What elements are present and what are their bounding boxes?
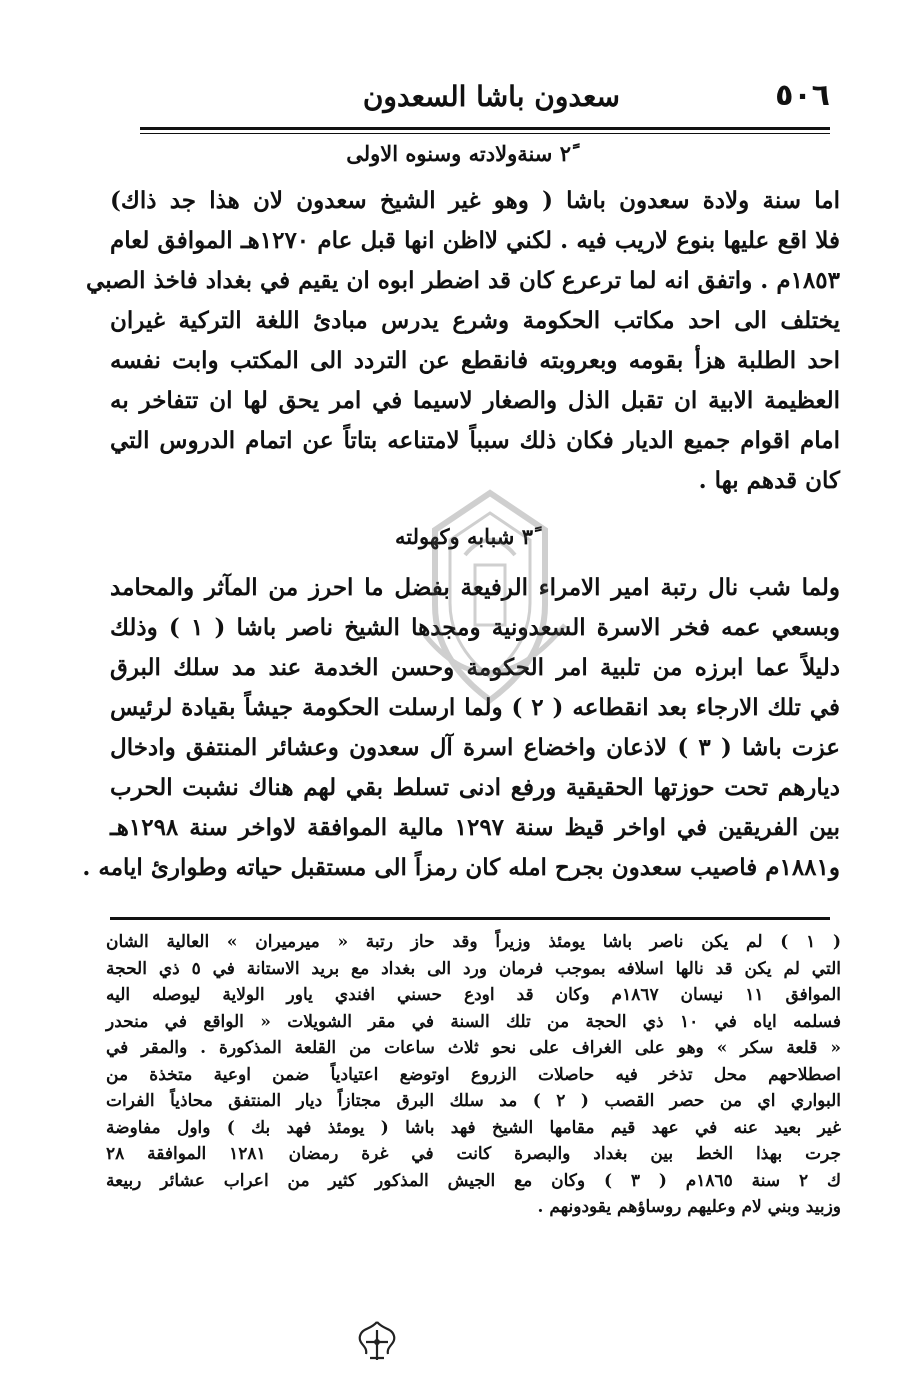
body-line: عزت باشا ( ٣ ) لاذعان واخضاع اسرة آل سعدون وعشائر المنتفق وادخال bbox=[110, 734, 840, 761]
page-number: ٥٠٦ bbox=[775, 78, 830, 113]
footnote-line: وزبيد وبني لام وعليهم روساؤهم يقودونهم . bbox=[537, 1197, 841, 1217]
footnote-line: التي لم يكن قد نالها اسلافه بموجب فرمان ورد الى بغداد مع بريد الاستانة في ٥ ذي الحجة bbox=[106, 958, 841, 979]
footnote-line: غير بعيد عنه في عهد قيم مقامها الشيخ فهد باشا ( يومئذ فهد بك ) واول مفاوضة bbox=[106, 1117, 841, 1138]
body-line: ولما شب نال رتبة امير الامراء الرفيعة بفضل ما احرز من المآثر والمحامد bbox=[110, 574, 840, 601]
ornament-icon bbox=[352, 1318, 402, 1364]
page-header bbox=[130, 78, 830, 126]
body-line: و١٨٨١م فاصيب سعدون بجرح امله كان رمزاً الى مستقبل حياته وطوارئ ايامه . bbox=[82, 854, 840, 881]
body-line: العظيمة الابية ان تقبل الذل والصغار لاسيما في امر يحق لها ان تتفاخر به bbox=[110, 387, 840, 414]
body-line: وبسعي عمه فخر الاسرة السعدونية ومجدها الشيخ ناصر باشا ( ١ ) وذلك bbox=[110, 614, 840, 641]
section-heading-youth: ٣ً شبابه وكهولته bbox=[395, 524, 533, 549]
footnote-line: البواري اي من حصر القصب ( ٢ ) مد سلك البرق مجتازاً ديار المنتفق محاذياً الفرات bbox=[106, 1091, 841, 1111]
footnote-rule bbox=[110, 917, 830, 920]
body-line: دليلاً عما ابرزه من تلبية امر الحكومة وحسن الخدمة عند مد سلك البرق bbox=[110, 654, 840, 681]
footnote-line: جرت بهذا الخط بين بغداد والبصرة كانت في غرة رمضان ١٢٨١ الموافقة ٢٨ bbox=[106, 1144, 841, 1164]
footnotes bbox=[106, 929, 841, 1221]
section-body-birth bbox=[86, 181, 840, 501]
body-line: امام اقوام جميع الديار فكان ذلك سبباً لامتناعه بتاتاً عن اتمام الدروس التي bbox=[110, 427, 840, 454]
section-heading-birth: ٢ً سنةولادته وسنوه الاولى bbox=[346, 141, 571, 166]
body-line: بين الفريقين في اواخر قيظ سنة ١٢٩٧ مالية الموافقة لاواخر سنة ١٢٩٨هـ bbox=[110, 814, 841, 841]
body-line: احد الطلبة هزأ بقومه وبعروبته فانقطع عن التردد الى المكتب وابت نفسه bbox=[110, 347, 840, 374]
body-line: اما سنة ولادة سعدون باشا ( وهو غير الشيخ سعدون لان هذا جد ذاك) bbox=[110, 187, 840, 214]
footnote-line: اصطلاحهم محل تذخر فيه حاصلات الزروع اوتوضع اعتيادياً ضمن اوعية متخذة من bbox=[106, 1064, 841, 1085]
body-line: في تلك الارجاء بعد انقطاعه ( ٢ ) ولما ارسلت الحكومة جيشاً بقيادة لرئيس bbox=[110, 694, 841, 721]
footnote-line: ( ١ ) لم يكن ناصر باشا يومئذ وزيراً وقد حاز رتبة « ميرميران » العالية الشان bbox=[106, 932, 841, 952]
library-watermark-icon bbox=[395, 485, 585, 715]
header-rule-thin bbox=[140, 133, 830, 134]
footnote-line: ك ٢ سنة ١٨٦٥م ( ٣ ) وكان مع الجيش المذكور كثير من اعراب عشائر ربيعة bbox=[106, 1170, 842, 1191]
footnote-line: الموافق ١١ نيسان ١٨٦٧م وكان قد اودع حسني افندي ياور الولاية ليوصله اليه bbox=[106, 985, 842, 1005]
body-line: ١٨٥٣م . واتفق انه لما ترعرع كان قد اضطر ابوه ان يقيم في بغداد فاخذ الصبي bbox=[86, 267, 840, 294]
footnote-line: « قلعة سكر » وهو على الغراف على نحو ثلاث ساعات من القلعة المذكورة . والمقر في bbox=[106, 1038, 841, 1058]
header-rule bbox=[140, 127, 830, 130]
body-line: يختلف الى احد مكاتب الحكومة وشرع يدرس مبادئ اللغة التركية غيران bbox=[110, 307, 840, 334]
body-line: كان قدهم بها . bbox=[698, 467, 840, 494]
footnote-line: فسلمه اياه في ١٠ ذي الحجة من تلك السنة في مقر الشويلات « الواقع في منحدر bbox=[106, 1011, 841, 1032]
running-title: سعدون باشا السعدون bbox=[362, 80, 620, 113]
body-line: فلا اقع عليها بنوع لاريب فيه . لكني لااظن انها قبل عام ١٢٧٠هـ الموافق لعام bbox=[110, 227, 840, 254]
body-line: ديارهم تحت حوزتها الحقيقية ورفع ادنى تسلط بقي لهم هناك نشبت الحرب bbox=[110, 774, 840, 801]
